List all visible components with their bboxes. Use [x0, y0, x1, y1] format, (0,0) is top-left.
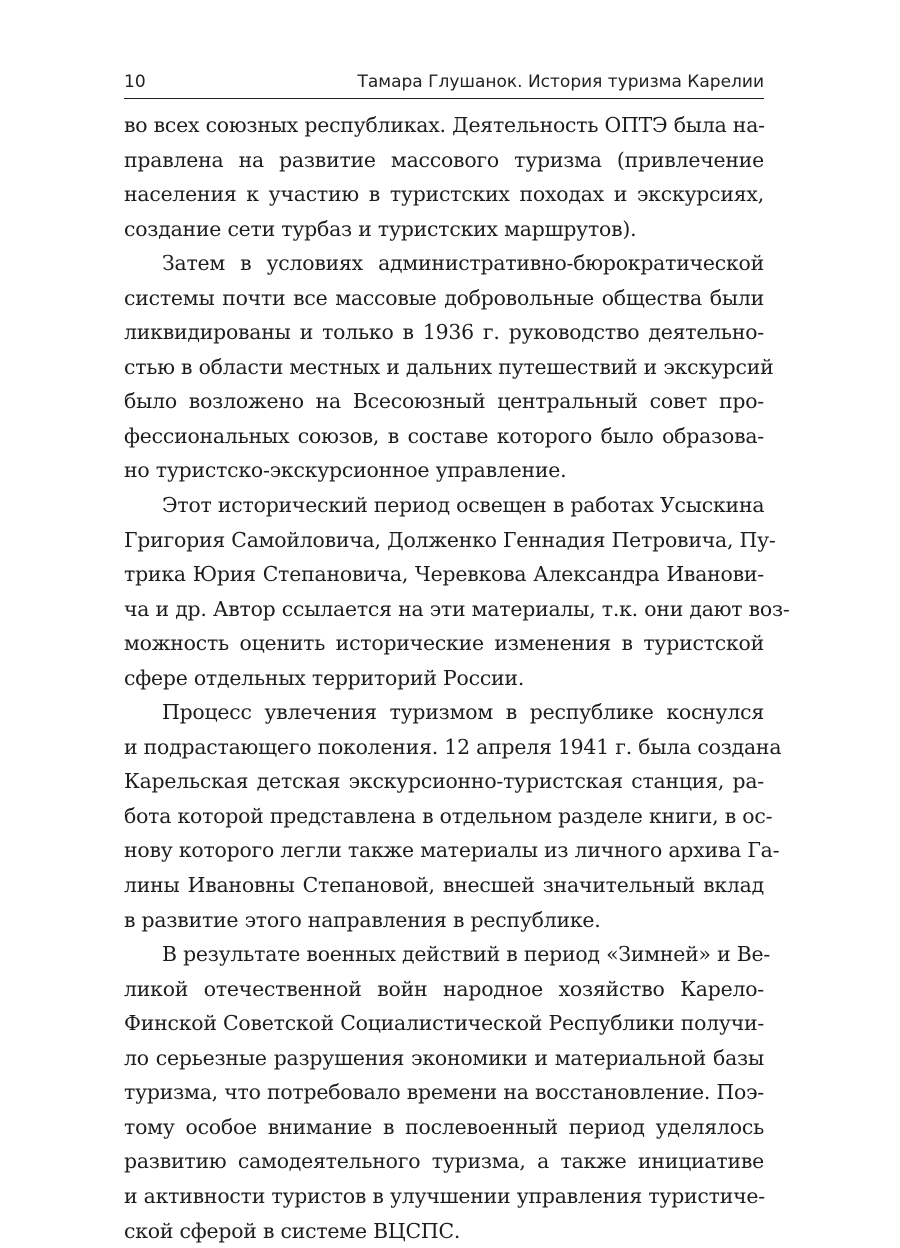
text-line: в развитие этого направления в республике. [124, 903, 764, 938]
text-line: правлена на развитие массового туризма (привлечение [124, 143, 764, 178]
text-line: Григория Самойловича, Долженко Геннадия Петровича, Пу- [124, 523, 764, 558]
paragraph [124, 108, 764, 246]
text-line: ликвидированы и только в 1936 г. руководство деятельно- [124, 315, 764, 350]
text-line: ской сферой в системе ВЦСПС. [124, 1214, 764, 1248]
paragraph [124, 695, 764, 937]
text-line: системы почти все массовые добровольные общества были [124, 281, 764, 316]
text-line: было возложено на Всесоюзный центральный совет про- [124, 384, 764, 419]
text-line: Карельская детская экскурсионно-туристская станция, ра- [124, 764, 764, 799]
text-line: фессиональных союзов, в составе которого было образова- [124, 419, 764, 454]
text-line: тому особое внимание в послевоенный период уделялось [124, 1110, 764, 1145]
text-line: бота которой представлена в отдельном разделе книги, в ос- [124, 799, 764, 834]
text-line: развитию самодеятельного туризма, а также инициативе [124, 1144, 764, 1179]
text-line: и активности туристов в улучшении управления туристиче- [124, 1179, 764, 1214]
text-line: нову которого легли также материалы из личного архива Га- [124, 833, 764, 868]
text-line: Затем в условиях административно-бюрократической [124, 246, 764, 281]
text-line: населения к участию в туристских походах и экскурсиях, [124, 177, 764, 212]
text-line: но туристско-экскурсионное управление. [124, 453, 764, 488]
running-head [124, 68, 764, 99]
text-line: Процесс увлечения туризмом в республике коснулся [124, 695, 764, 730]
text-line: во всех союзных республиках. Деятельность ОПТЭ была на- [124, 108, 764, 143]
paragraph [124, 488, 764, 695]
text-line: туризма, что потребовало времени на восстановление. Поэ- [124, 1075, 764, 1110]
text-line: ло серьезные разрушения экономики и материальной базы [124, 1041, 764, 1076]
text-line: Этот исторический период освещен в работах Усыскина [124, 488, 764, 523]
text-line: Финской Советской Социалистической Республики получи- [124, 1006, 764, 1041]
text-line: и подрастающего поколения. 12 апреля 1941 г. была создана [124, 730, 764, 765]
running-title: Тамара Глушанок. История туризма Карелии [357, 72, 764, 92]
paragraph [124, 937, 764, 1248]
text-line: ликой отечественной войн народное хозяйство Карело- [124, 972, 764, 1007]
text-line: создание сети турбаз и туристских маршрутов). [124, 212, 764, 247]
text-line: В результате военных действий в период «Зимней» и Ве- [124, 937, 764, 972]
text-line: сфере отдельных территорий России. [124, 661, 764, 696]
text-line: трика Юрия Степановича, Черевкова Александра Иванови- [124, 557, 764, 592]
text-line: ча и др. Автор ссылается на эти материалы, т.к. они дают воз- [124, 592, 764, 627]
page-number: 10 [124, 72, 146, 92]
body-text [124, 108, 764, 1248]
text-line: стью в области местных и дальних путешествий и экскурсий [124, 350, 764, 385]
text-line: можность оценить исторические изменения в туристской [124, 626, 764, 661]
text-line: лины Ивановны Степановой, внесшей значительный вклад [124, 868, 764, 903]
paragraph [124, 246, 764, 488]
